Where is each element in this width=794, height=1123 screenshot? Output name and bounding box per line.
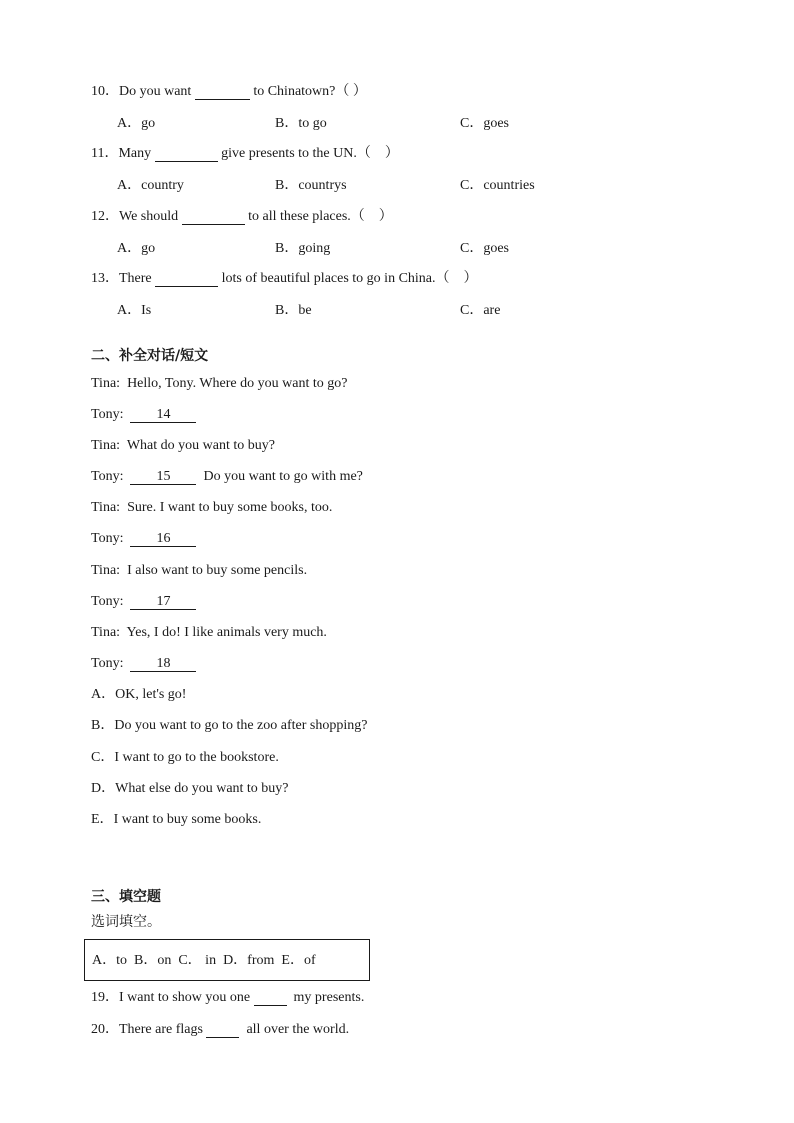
dialogue-text: Sure. I want to buy some books, too. bbox=[127, 500, 333, 515]
dialogue-text: I also want to buy some pencils. bbox=[127, 563, 308, 578]
question-text: Do you want bbox=[119, 84, 195, 99]
dialogue-line bbox=[91, 468, 363, 486]
dialogue-line bbox=[91, 437, 275, 455]
blank-16[interactable]: 16 bbox=[130, 532, 196, 547]
question-text: There bbox=[119, 271, 156, 286]
question-12 bbox=[91, 208, 393, 226]
option-c[interactable]: C．goes bbox=[460, 241, 510, 256]
dialogue-text: Do you want to go with me? bbox=[203, 469, 363, 484]
question-10 bbox=[91, 83, 367, 101]
question-text: There are flags bbox=[119, 1022, 207, 1037]
word-bank bbox=[84, 939, 370, 981]
choice-c[interactable]: C．I want to go to the bookstore. bbox=[91, 750, 279, 765]
question-20 bbox=[91, 1021, 349, 1039]
blank-17[interactable]: 17 bbox=[130, 595, 196, 610]
choice-e[interactable]: E．I want to buy some books. bbox=[91, 812, 262, 827]
option-b[interactable]: B．to go bbox=[275, 116, 327, 131]
speaker-label: Tina: bbox=[91, 376, 121, 391]
answer-blank[interactable] bbox=[182, 210, 245, 225]
blank-18[interactable]: 18 bbox=[130, 657, 196, 672]
answer-blank[interactable] bbox=[155, 272, 218, 287]
option-a[interactable]: A．go bbox=[117, 116, 156, 131]
option-c[interactable]: C．are bbox=[460, 303, 501, 318]
speaker-label: Tina: bbox=[91, 438, 121, 453]
dialogue-text: Hello, Tony. Where do you want to go? bbox=[127, 376, 348, 391]
speaker-label: Tony: bbox=[91, 656, 124, 671]
option-a[interactable]: A．Is bbox=[117, 303, 152, 318]
question-text: all over the world. bbox=[242, 1022, 350, 1037]
question-number: 19． bbox=[91, 990, 119, 1005]
question-text: I want to show you one bbox=[119, 990, 254, 1005]
question-text: lots of beautiful places to go in China.（ ） bbox=[218, 271, 478, 286]
question-number: 11． bbox=[91, 146, 119, 161]
option-a[interactable]: A．country bbox=[117, 178, 184, 193]
speaker-label: Tina: bbox=[91, 563, 121, 578]
choice-d[interactable]: D．What else do you want to buy? bbox=[91, 781, 289, 796]
option-c[interactable]: C．goes bbox=[460, 116, 510, 131]
speaker-label: Tony: bbox=[91, 594, 124, 609]
word-bank-text: A．to B．on C． in D．from E．of bbox=[92, 953, 316, 968]
dialogue-line bbox=[91, 655, 196, 673]
question-text: We should bbox=[119, 209, 182, 224]
dialogue-line bbox=[91, 593, 196, 611]
option-a[interactable]: A．go bbox=[117, 241, 156, 256]
answer-blank[interactable] bbox=[155, 147, 218, 162]
question-text: to Chinatown?（ ） bbox=[249, 84, 367, 99]
question-number: 12． bbox=[91, 209, 119, 224]
question-text: to all these places.（ ） bbox=[244, 209, 393, 224]
speaker-label: Tina: bbox=[91, 625, 121, 640]
question-number: 13． bbox=[91, 271, 119, 286]
option-c[interactable]: C．countries bbox=[460, 178, 535, 193]
option-b[interactable]: B．going bbox=[275, 241, 331, 256]
question-text: my presents. bbox=[290, 990, 365, 1005]
dialogue-line bbox=[91, 499, 332, 517]
answer-blank[interactable] bbox=[195, 85, 250, 100]
speaker-label: Tony: bbox=[91, 469, 124, 484]
blank-15[interactable]: 15 bbox=[130, 470, 196, 485]
choice-b[interactable]: B．Do you want to go to the zoo after shopping? bbox=[91, 718, 368, 733]
answer-blank[interactable] bbox=[206, 1023, 239, 1038]
dialogue-line bbox=[91, 406, 196, 424]
dialogue-text: What do you want to buy? bbox=[126, 438, 275, 453]
choice-a[interactable]: A．OK, let's go! bbox=[91, 687, 187, 702]
question-11 bbox=[91, 145, 399, 163]
dialogue-line bbox=[91, 624, 327, 642]
question-text: Many bbox=[118, 146, 155, 161]
section-heading-fill-blank: 三、填空题 bbox=[91, 889, 161, 905]
option-b[interactable]: B．be bbox=[275, 303, 312, 318]
dialogue-line bbox=[91, 530, 196, 548]
speaker-label: Tina: bbox=[91, 500, 121, 515]
answer-blank[interactable] bbox=[254, 991, 287, 1006]
question-text: give presents to the UN.（ ） bbox=[217, 146, 399, 161]
option-b[interactable]: B．countrys bbox=[275, 178, 347, 193]
question-number: 20． bbox=[91, 1022, 119, 1037]
instruction-text: 选词填空。 bbox=[91, 914, 161, 930]
question-19 bbox=[91, 989, 364, 1007]
blank-14[interactable]: 14 bbox=[130, 408, 196, 423]
question-number: 10． bbox=[91, 84, 119, 99]
question-13 bbox=[91, 270, 478, 288]
dialogue-line bbox=[91, 375, 347, 393]
dialogue-line bbox=[91, 562, 307, 580]
speaker-label: Tony: bbox=[91, 407, 124, 422]
dialogue-text: Yes, I do! I like animals very much. bbox=[126, 625, 327, 640]
speaker-label: Tony: bbox=[91, 531, 124, 546]
section-heading-dialogue: 二、补全对话/短文 bbox=[91, 348, 209, 364]
